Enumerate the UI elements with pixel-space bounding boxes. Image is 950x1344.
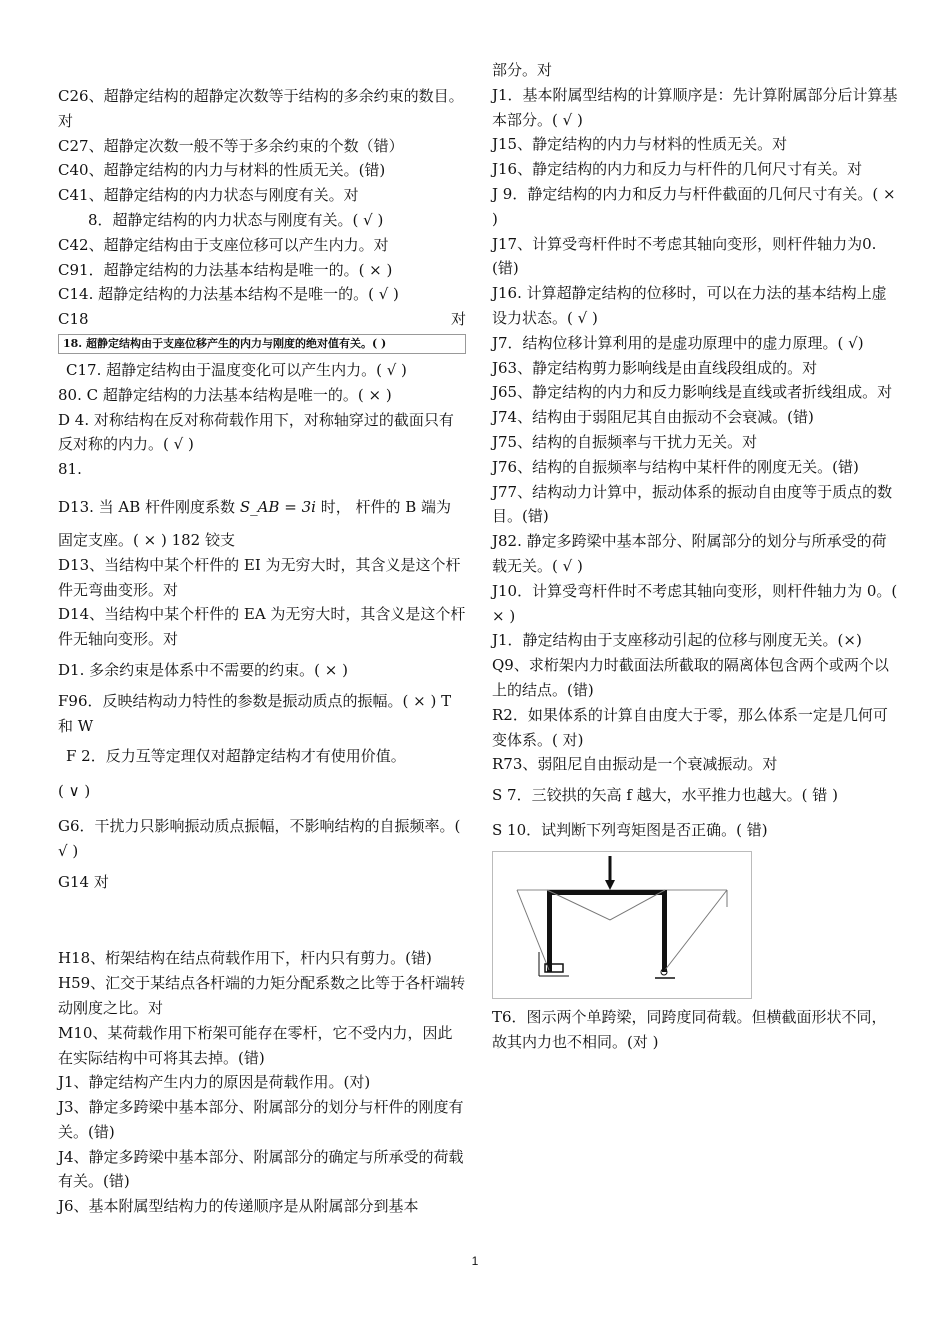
right-column [492,58,900,1054]
question-item: J6、基本附属型结构力的传递顺序是从附属部分到基本 [58,1197,419,1216]
question-item: H18、桁架结构在结点荷载作用下，杆内只有剪力。(错) [58,949,432,968]
question-item: J65、静定结构的内力和反力影响线是直线或者折线组成。对 [492,383,893,402]
question-item: J16、静定结构的内力和反力与杆件的几何尺寸有关。对 [492,160,863,179]
question-item: 81. [58,460,82,479]
frame-right-column [662,890,667,972]
question-item: G14 对 [58,872,109,891]
question-text: D13. 当 AB 杆件刚度系数 [58,497,236,516]
question-item: C14. 超静定结构的力法基本结构不是唯一的。( √ ) [58,285,399,304]
question-item: J74、结构由于弱阻尼其自由振动不会衰减。(错) [492,408,814,427]
stiffness-formula: S_AB = 3i [239,497,316,516]
question-item: J4、静定多跨梁中基本部分、附属部分的确定与所承受的荷载有关。(错) [58,1147,464,1191]
frame-beam [547,890,667,895]
question-item: J16. 计算超静定结构的位移时，可以在力法的基本结构上虚设力状态。( √ ) [492,284,887,327]
frame-moment-diagram [493,852,751,998]
question-item: J 9．静定结构的内力和反力与杆件截面的几何尺寸有关。( × ) [492,184,896,228]
question-item: C91．超静定结构的力法基本结构是唯一的。( × ) [58,260,393,279]
question-item: J1．基本附属型结构的计算顺序是：先计算附属部分后计算基本部分。( √ ) [492,85,898,129]
question-item: C42、超静定结构由于支座位移可以产生内力。对 [58,235,389,254]
question-item: Q9、求桁架内力时截面法所截取的隔离体包含两个或两个以上的结点。(错) [492,656,889,699]
scanned-question-box: 18. 超静定结构由于支座位移产生的内力与刚度的绝对值有关。( ) [58,334,466,354]
question-item: H59、汇交于某结点各杆端的力矩分配系数之比等于各杆端转动刚度之比。对 [58,974,466,1017]
question-item: F 2．反力互等定理仅对超静定结构才有使用价值。 [66,747,406,766]
question-item: J3、静定多跨梁中基本部分、附属部分的划分与杆件的刚度有关。(错) [58,1098,464,1141]
question-answer: 对 [450,310,466,329]
question-item: C27、超静定次数一般不等于多余约束的个数（错） [58,136,404,155]
question-item: F96．反映结构动力特性的参数是振动质点的振幅。( × ) T 和 W [58,691,452,735]
question-item: S 7．三铰拱的矢高 f 越大，水平推力也越大。( 错 ) [492,786,838,805]
question-item: 部分。对 [492,61,553,79]
question-item: J1．静定结构由于支座移动引起的位移与刚度无关。(×) [492,631,862,650]
moment-line [517,890,549,970]
question-item: D1. 多余约束是体系中不需要的约束。( × ) [58,660,348,679]
question-item: M10、某荷载作用下桁架可能存在零杆，它不受内力，因此在实际结构中可将其去掉。(错) [58,1023,453,1067]
question-item: J17、计算受弯杆件时不考虑其轴向变形，则杆件轴力为0.(错) [492,234,877,278]
question-text: 时， 杆件的 B 端为 [320,497,452,516]
moment-diagram-figure [492,851,752,999]
question-item: J77、结构动力计算中，振动体系的振动自由度等于质点的数目。(错) [492,482,893,526]
question-item: C40、超静定结构的内力与材料的性质无关。(错) [58,161,386,180]
question-item: D 4. 对称结构在反对称荷载作用下，对称轴穿过的截面只有反对称的内力。( √ ) [58,410,454,454]
question-item: ( ∨ ) [58,782,91,801]
page-number: 1 [471,1254,479,1268]
question-item: 8．超静定结构的内力状态与刚度有关。( √ ) [88,210,384,229]
moment-line [665,890,727,970]
question-item: D13、当结构中某个杆件的 EI 为无穷大时，其含义是这个杆件无弯曲变形。对 [58,555,461,599]
question-item: 固定支座。( × ) 182 铰支 [58,530,235,549]
load-arrowhead [605,880,615,890]
question-item: C17. 超静定结构由于温度变化可以产生内力。( √ ) [66,360,407,379]
question-item: J15、静定结构的内力与材料的性质无关。对 [492,135,788,154]
question-item [58,492,466,522]
question-item: T6．图示两个单跨梁，同跨度同荷载。但横截面形状不同，故其内力也不相同。(对 ) [492,1007,887,1051]
question-item: D14、当结构中某个杆件的 EA 为无穷大时，其含义是这个杆件无轴向变形。对 [58,605,466,649]
question-item: J76、结构的自振频率与结构中某杆件的刚度无关。(错) [492,457,859,476]
question-item: S 10．试判断下列弯矩图是否正确。( 错) [492,820,768,839]
question-item: J82. 静定多跨梁中基本部分、附属部分的划分与所承受的荷载无关。( √ ) [492,532,887,575]
question-item: J75、结构的自振频率与干扰力无关。对 [492,432,758,451]
question-item: J10．计算受弯杆件时不考虑其轴向变形，则杆件轴力为 0。( × ) [492,581,898,625]
question-item: C26、超静定结构的超静定次数等于结构的多余约束的数目。对 [58,87,464,130]
frame-left-column [547,890,552,972]
question-item: J63、静定结构剪力影响线是由直线段组成的。对 [492,358,818,377]
question-item: 80. C 超静定结构的力法基本结构是唯一的。( × ) [58,385,392,404]
question-item: C41、超静定结构的内力状态与刚度有关。对 [58,186,359,205]
question-item: J7．结构位移计算利用的是虚功原理中的虚力原理。( √) [492,333,864,352]
question-code: C18 [58,310,89,329]
question-item: J1、静定结构产生内力的原因是荷载作用。(对) [58,1073,371,1092]
question-item: R2．如果体系的计算自由度大于零，那么体系一定是几何可变体系。( 对) [492,705,888,749]
question-item: R73、弱阻尼自由振动是一个衰减振动。对 [492,755,778,774]
question-item: G6．干扰力只影响振动质点振幅，不影响结构的自振频率。( √ ) [58,816,461,860]
blank-space [58,894,466,946]
left-column [58,58,466,1219]
question-item [58,307,466,332]
